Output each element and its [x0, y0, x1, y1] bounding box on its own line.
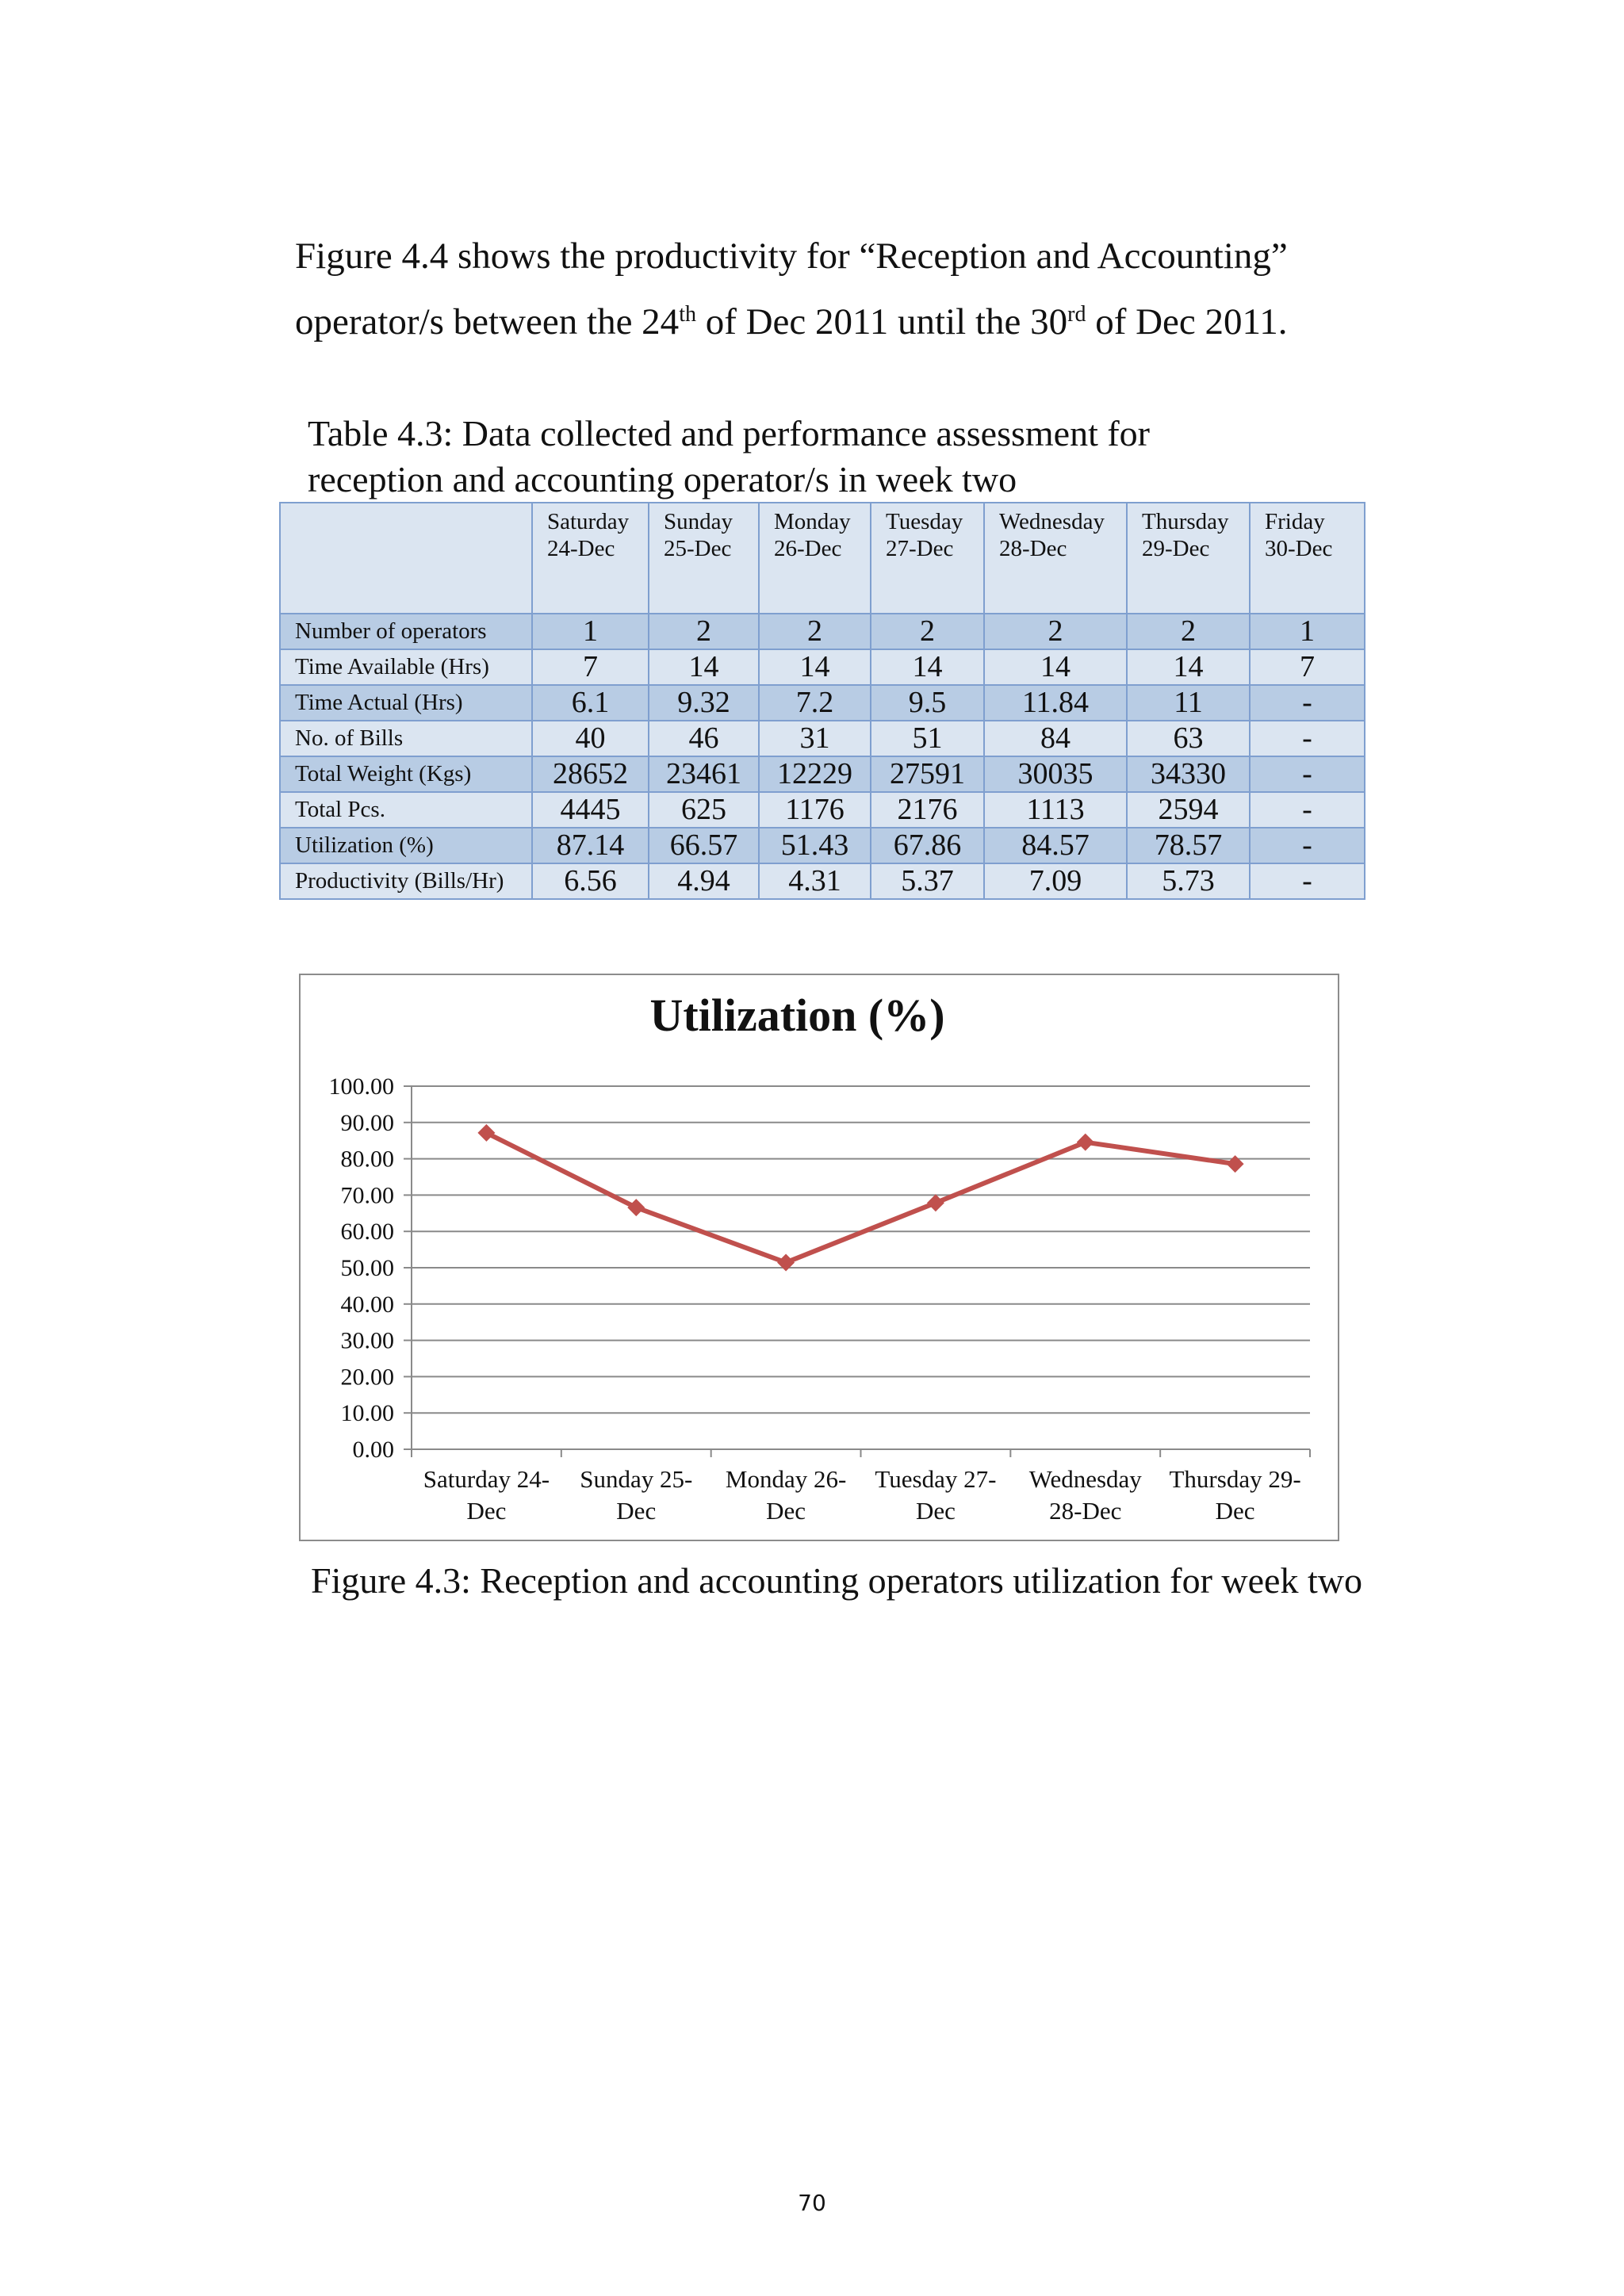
table-cell: 1113 — [984, 792, 1127, 828]
table-cell: 11.84 — [984, 685, 1127, 721]
y-tick-label: 70.00 — [340, 1182, 394, 1209]
data-point-marker — [1077, 1134, 1094, 1151]
x-tick-label: Dec — [466, 1497, 507, 1525]
table-row — [280, 649, 1365, 685]
column-day: Sunday — [664, 509, 733, 534]
table-cell: 40 — [532, 721, 649, 756]
y-tick-label: 40.00 — [340, 1291, 394, 1318]
column-day: Friday — [1265, 509, 1325, 534]
table-cell: 12229 — [759, 756, 871, 792]
table-cell: - — [1250, 828, 1365, 863]
column-header — [1127, 503, 1250, 614]
row-label: Number of operators — [280, 614, 532, 649]
column-header — [649, 503, 759, 614]
column-date: 28-Dec — [999, 536, 1067, 561]
x-tick-label: Dec — [1215, 1497, 1255, 1525]
table-body — [280, 614, 1365, 899]
row-label: No. of Bills — [280, 721, 532, 756]
ordinal-suffix-rd: rd — [1067, 302, 1086, 327]
row-label: Time Actual (Hrs) — [280, 685, 532, 721]
paragraph-text-1: Figure 4.4 shows the productivity for “Reception and Accounting” operator/s between the 24 — [295, 235, 1288, 342]
table-cell: - — [1250, 685, 1365, 721]
y-tick-label: 10.00 — [340, 1400, 394, 1427]
data-point-marker — [777, 1253, 795, 1271]
body-paragraph — [295, 224, 1342, 355]
table-cell: 5.37 — [871, 863, 984, 899]
table-cell: 2 — [649, 614, 759, 649]
table-cell: 9.5 — [871, 685, 984, 721]
table-cell: 14 — [1127, 649, 1250, 685]
data-point-marker — [477, 1124, 495, 1142]
table-cell: 7 — [532, 649, 649, 685]
table-cell: 6.1 — [532, 685, 649, 721]
table-cell: 27591 — [871, 756, 984, 792]
row-label: Total Pcs. — [280, 792, 532, 828]
table-cell: 84 — [984, 721, 1127, 756]
paragraph-text-3: of Dec 2011. — [1086, 301, 1288, 342]
table-caption — [308, 411, 1339, 503]
table-cell: 5.73 — [1127, 863, 1250, 899]
table-cell: - — [1250, 792, 1365, 828]
column-header — [871, 503, 984, 614]
column-header — [759, 503, 871, 614]
table-cell: 4.31 — [759, 863, 871, 899]
row-label: Productivity (Bills/Hr) — [280, 863, 532, 899]
x-tick-label: Saturday 24- — [423, 1465, 550, 1493]
y-tick-label: 50.00 — [340, 1255, 394, 1281]
table-header — [280, 503, 1365, 614]
chart-title: Utilization (%) — [649, 989, 945, 1041]
x-tick-label: Dec — [616, 1497, 657, 1525]
table-cell: 84.57 — [984, 828, 1127, 863]
paragraph-text-2: of Dec 2011 until the 30 — [695, 301, 1068, 342]
data-point-marker — [1227, 1155, 1244, 1173]
table-cell: - — [1250, 721, 1365, 756]
table-cell: - — [1250, 756, 1365, 792]
table-row — [280, 792, 1365, 828]
table-cell: 6.56 — [532, 863, 649, 899]
data-table — [279, 502, 1365, 900]
table-row — [280, 685, 1365, 721]
row-label: Time Available (Hrs) — [280, 649, 532, 685]
data-point-marker — [627, 1199, 645, 1216]
utilization-chart — [301, 975, 1338, 1540]
column-header — [1250, 503, 1365, 614]
table-cell: 78.57 — [1127, 828, 1250, 863]
y-tick-label: 80.00 — [340, 1146, 394, 1173]
column-header — [532, 503, 649, 614]
table-cell: 46 — [649, 721, 759, 756]
table-cell: 7 — [1250, 649, 1365, 685]
table-cell: 51.43 — [759, 828, 871, 863]
x-tick-label: 28-Dec — [1049, 1497, 1122, 1525]
table-cell: 30035 — [984, 756, 1127, 792]
column-day: Thursday — [1142, 509, 1229, 534]
table-cell: 2 — [759, 614, 871, 649]
column-date: 29-Dec — [1142, 536, 1210, 561]
column-date: 26-Dec — [774, 536, 842, 561]
table-cell: 14 — [871, 649, 984, 685]
table-cell: - — [1250, 863, 1365, 899]
x-tick-label: Thursday 29- — [1169, 1465, 1301, 1493]
x-tick-label: Dec — [766, 1497, 806, 1525]
table-cell: 63 — [1127, 721, 1250, 756]
column-day: Wednesday — [999, 509, 1105, 534]
table-caption-line-1: Table 4.3: Data collected and performance assessment for — [308, 413, 1150, 453]
chart-frame — [299, 974, 1339, 1541]
table-row — [280, 614, 1365, 649]
table-cell: 66.57 — [649, 828, 759, 863]
table-cell: 7.2 — [759, 685, 871, 721]
x-tick-label: Wednesday — [1028, 1465, 1142, 1493]
column-date: 24-Dec — [547, 536, 615, 561]
table-cell: 7.09 — [984, 863, 1127, 899]
page-number: 70 — [798, 2190, 826, 2216]
table-cell: 9.32 — [649, 685, 759, 721]
table-cell: 23461 — [649, 756, 759, 792]
table-header-row — [280, 503, 1365, 614]
table-cell: 87.14 — [532, 828, 649, 863]
ordinal-suffix-th: th — [679, 302, 696, 327]
x-tick-label: Dec — [915, 1497, 956, 1525]
table-cell: 2 — [984, 614, 1127, 649]
table-row — [280, 756, 1365, 792]
column-day: Tuesday — [886, 509, 963, 534]
table-row — [280, 721, 1365, 756]
table-cell: 2176 — [871, 792, 984, 828]
table-row — [280, 863, 1365, 899]
table-cell: 67.86 — [871, 828, 984, 863]
table-cell: 1 — [532, 614, 649, 649]
table-cell: 11 — [1127, 685, 1250, 721]
row-label: Total Weight (Kgs) — [280, 756, 532, 792]
table-caption-line-2: reception and accounting operator/s in week two — [308, 459, 1017, 499]
table-cell: 14 — [759, 649, 871, 685]
table-cell: 4445 — [532, 792, 649, 828]
data-point-marker — [927, 1194, 944, 1211]
utilization-series-line — [486, 1133, 1235, 1263]
column-date: 27-Dec — [886, 536, 954, 561]
table-cell: 28652 — [532, 756, 649, 792]
column-day: Monday — [774, 509, 851, 534]
table-cell: 34330 — [1127, 756, 1250, 792]
table-cell: 31 — [759, 721, 871, 756]
table-cell: 625 — [649, 792, 759, 828]
y-tick-label: 90.00 — [340, 1109, 394, 1136]
column-date: 30-Dec — [1265, 536, 1333, 561]
table-cell: 2 — [871, 614, 984, 649]
y-tick-label: 0.00 — [352, 1437, 394, 1463]
y-tick-label: 60.00 — [340, 1219, 394, 1246]
table-cell: 1 — [1250, 614, 1365, 649]
table-cell: 1176 — [759, 792, 871, 828]
x-tick-label: Sunday 25- — [580, 1465, 693, 1493]
table-cell: 14 — [649, 649, 759, 685]
column-header — [984, 503, 1127, 614]
row-label: Utilization (%) — [280, 828, 532, 863]
table-cell: 14 — [984, 649, 1127, 685]
y-tick-label: 100.00 — [328, 1073, 394, 1100]
table-row — [280, 828, 1365, 863]
table-cell: 4.94 — [649, 863, 759, 899]
table-corner-cell — [280, 503, 532, 614]
figure-caption: Figure 4.3: Reception and accounting operators utilization for week two — [311, 1560, 1362, 1601]
column-day: Saturday — [547, 509, 630, 534]
table-cell: 51 — [871, 721, 984, 756]
y-tick-label: 20.00 — [340, 1364, 394, 1391]
x-tick-label: Monday 26- — [725, 1465, 847, 1493]
table-cell: 2594 — [1127, 792, 1250, 828]
y-tick-label: 30.00 — [340, 1327, 394, 1354]
table-cell: 2 — [1127, 614, 1250, 649]
x-tick-label: Tuesday 27- — [875, 1465, 997, 1493]
column-date: 25-Dec — [664, 536, 732, 561]
